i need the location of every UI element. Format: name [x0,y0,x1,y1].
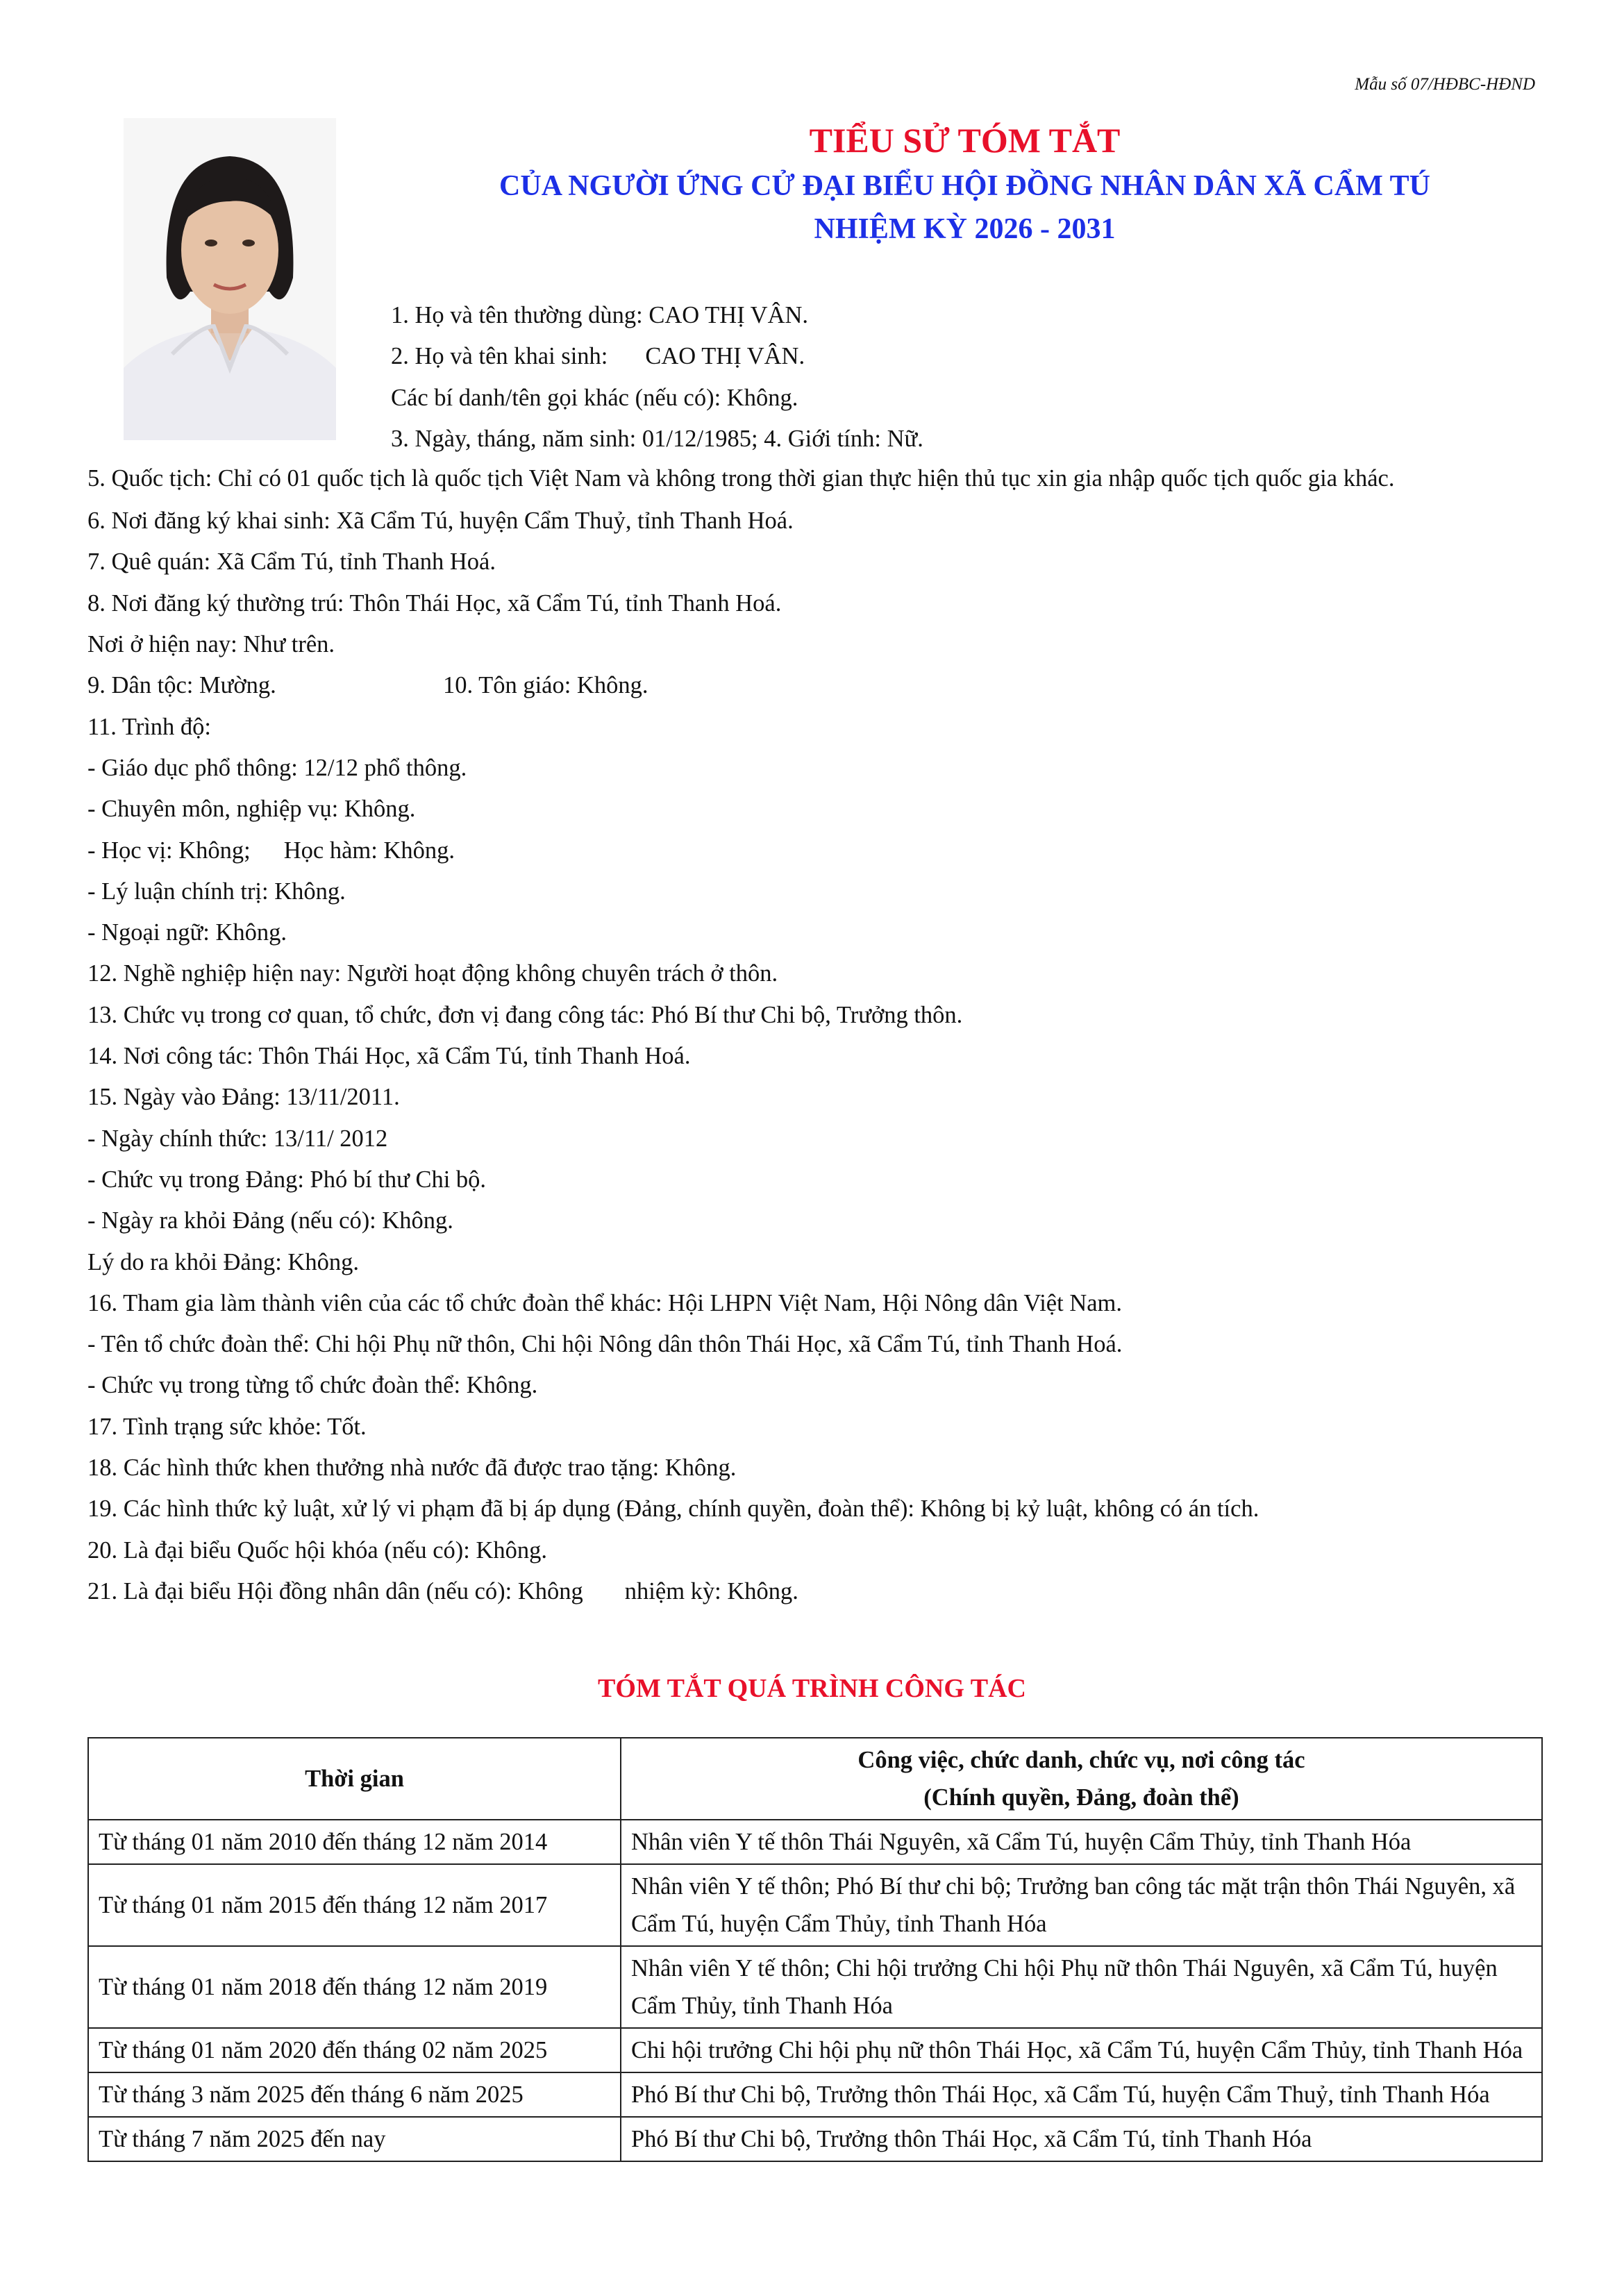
row-job: Nhân viên Y tế thôn; Chi hội trưởng Chi hội Phụ nữ thôn Thái Nguyên, xã Cẩm Tú, huyện Cẩm Thủy, tỉnh Thanh Hóa [621,1946,1542,2028]
info-line: 12. Nghề nghiệp hiện nay: Người hoạt động không chuyên trách ở thôn. [87,960,778,987]
info-line: - Ngày ra khỏi Đảng (nếu có): Không. [87,1207,453,1234]
info-line: - Ngày chính thức: 13/11/ 2012 [87,1125,388,1152]
info-title: Học hàm: Không. [283,837,455,864]
info-line: 15. Ngày vào Đảng: 13/11/2011. [87,1084,400,1111]
table-row [88,2028,1542,2072]
info-line: 16. Tham gia làm thành viên của các tổ chức đoàn thể khác: Hội LHPN Việt Nam, Hội Nông dân Việt Nam. [87,1289,1123,1316]
info-line: - Tên tổ chức đoàn thể: Chi hội Phụ nữ thôn, Chi hội Nông dân thôn Thái Học, xã Cẩm Tú, tỉnh Thanh Hoá. [87,1331,1123,1358]
info-line: 18. Các hình thức khen thưởng nhà nước đã được trao tặng: Không. [87,1455,737,1482]
info-value: CAO THỊ VÂN. [645,343,805,370]
column-header-job-line1: Công việc, chức danh, chức vụ, nơi công tác [857,1747,1305,1773]
info-line [87,336,1537,377]
info-line: 8. Nơi đăng ký thường trú: Thôn Thái Học, xã Cẩm Tú, tỉnh Thanh Hoá. [87,589,782,617]
info-line: 5. Quốc tịch: Chỉ có 01 quốc tịch là quốc tịch Việt Nam và không trong thời gian thực hiện thủ tục xin gia nhập quốc tịch quốc gia khác. [87,465,1395,492]
document-header [361,117,1568,250]
info-line: 3. Ngày, tháng, năm sinh: 01/12/1985; 4. Giới tính: Nữ. [391,425,923,452]
work-history-title: TÓM TẮT QUÁ TRÌNH CÔNG TÁC [598,1674,1026,1703]
table-row [88,1946,1542,2028]
info-line: 20. Là đại biểu Quốc hội khóa (nếu có): Không. [87,1536,548,1564]
info-line: Nơi ở hiện nay: Như trên. [87,631,335,658]
table-row [88,2117,1542,2161]
info-line: 7. Quê quán: Xã Cẩm Tú, tỉnh Thanh Hoá. [87,548,496,576]
row-time: Từ tháng 3 năm 2025 đến tháng 6 năm 2025 [88,2072,621,2117]
row-time: Từ tháng 7 năm 2025 đến nay [88,2117,621,2161]
table-header-row [88,1738,1542,1820]
info-line: Các bí danh/tên gọi khác (nếu có): Không. [391,384,798,411]
table-row [88,1820,1542,1864]
biography-body [87,295,1537,1612]
row-job: Chi hội trưởng Chi hội phụ nữ thôn Thái Học, xã Cẩm Tú, huyện Cẩm Thủy, tỉnh Thanh Hóa [621,2028,1542,2072]
info-degree: - Học vị: Không; [87,837,251,864]
table-row [88,2072,1542,2117]
form-number: Mẫu số 07/HĐBC-HĐND [1355,75,1535,94]
document-title: TIỂU SỬ TÓM TẮT [809,121,1121,160]
row-job: Nhân viên Y tế thôn; Phó Bí thư chi bộ; Trưởng ban công tác mặt trận thôn Thái Nguyên, xã Cẩm Tú, huyện Cẩm Thủy, tỉnh Thanh Hóa [621,1864,1542,1946]
info-line: - Chuyên môn, nghiệp vụ: Không. [87,796,416,823]
info-term: nhiệm kỳ: Không. [624,1577,798,1604]
column-header-job-line2: (Chính quyền, Đảng, đoàn thể) [923,1784,1239,1811]
info-line: - Lý luận chính trị: Không. [87,878,346,905]
info-line: 14. Nơi công tác: Thôn Thái Học, xã Cẩm Tú, tỉnh Thanh Hoá. [87,1043,691,1070]
info-council: 21. Là đại biểu Hội đồng nhân dân (nếu có): Không [87,1577,583,1604]
info-line [87,1571,1537,1612]
info-line [87,665,1537,706]
info-line: 13. Chức vụ trong cơ quan, tổ chức, đơn vị đang công tác: Phó Bí thư Chi bộ, Trưởng thôn. [87,1001,963,1028]
info-line: Lý do ra khỏi Đảng: Không. [87,1248,359,1275]
info-line: 11. Trình độ: [87,713,211,740]
column-header-time: Thời gian [88,1738,621,1820]
column-header-job [621,1738,1542,1820]
info-label: 2. Họ và tên khai sinh: [391,343,608,370]
document-subtitle: CỦA NGƯỜI ỨNG CỬ ĐẠI BIỂU HỘI ĐỒNG NHÂN DÂN XÃ CẨM TÚ [499,170,1430,202]
row-time: Từ tháng 01 năm 2010 đến tháng 12 năm 2014 [88,1820,621,1864]
info-line: - Chức vụ trong từng tổ chức đoàn thể: Không. [87,1372,538,1399]
row-time: Từ tháng 01 năm 2015 đến tháng 12 năm 2017 [88,1864,621,1946]
info-line: 19. Các hình thức kỷ luật, xử lý vi phạm đã bị áp dụng (Đảng, chính quyền, đoàn thể): Không bị kỷ luật, không có án tích. [87,1495,1259,1523]
info-line: - Ngoại ngữ: Không. [87,919,287,946]
row-time: Từ tháng 01 năm 2020 đến tháng 02 năm 2025 [88,2028,621,2072]
info-ethnicity: 9. Dân tộc: Mường. [87,672,276,699]
info-line: 17. Tình trạng sức khỏe: Tốt. [87,1413,367,1440]
info-religion: 10. Tôn giáo: Không. [443,672,648,699]
info-line: 1. Họ và tên thường dùng: CAO THỊ VÂN. [391,302,809,328]
row-job: Nhân viên Y tế thôn Thái Nguyên, xã Cẩm Tú, huyện Cẩm Thủy, tỉnh Thanh Hóa [621,1820,1542,1864]
info-line: - Giáo dục phổ thông: 12/12 phổ thông. [87,754,467,781]
document-term: NHIỆM KỲ 2026 - 2031 [814,213,1116,245]
row-time: Từ tháng 01 năm 2018 đến tháng 12 năm 2019 [88,1946,621,2028]
row-job: Phó Bí thư Chi bộ, Trưởng thôn Thái Học, xã Cẩm Tú, huyện Cẩm Thuỷ, tỉnh Thanh Hóa [621,2072,1542,2117]
table-row [88,1864,1542,1946]
info-line [87,830,1537,871]
info-line: - Chức vụ trong Đảng: Phó bí thư Chi bộ. [87,1166,487,1193]
info-line: 6. Nơi đăng ký khai sinh: Xã Cẩm Tú, huyện Cẩm Thuỷ, tỉnh Thanh Hoá. [87,508,794,535]
row-job: Phó Bí thư Chi bộ, Trưởng thôn Thái Học, xã Cẩm Tú, tỉnh Thanh Hóa [621,2117,1542,2161]
work-history-table [87,1737,1543,2162]
